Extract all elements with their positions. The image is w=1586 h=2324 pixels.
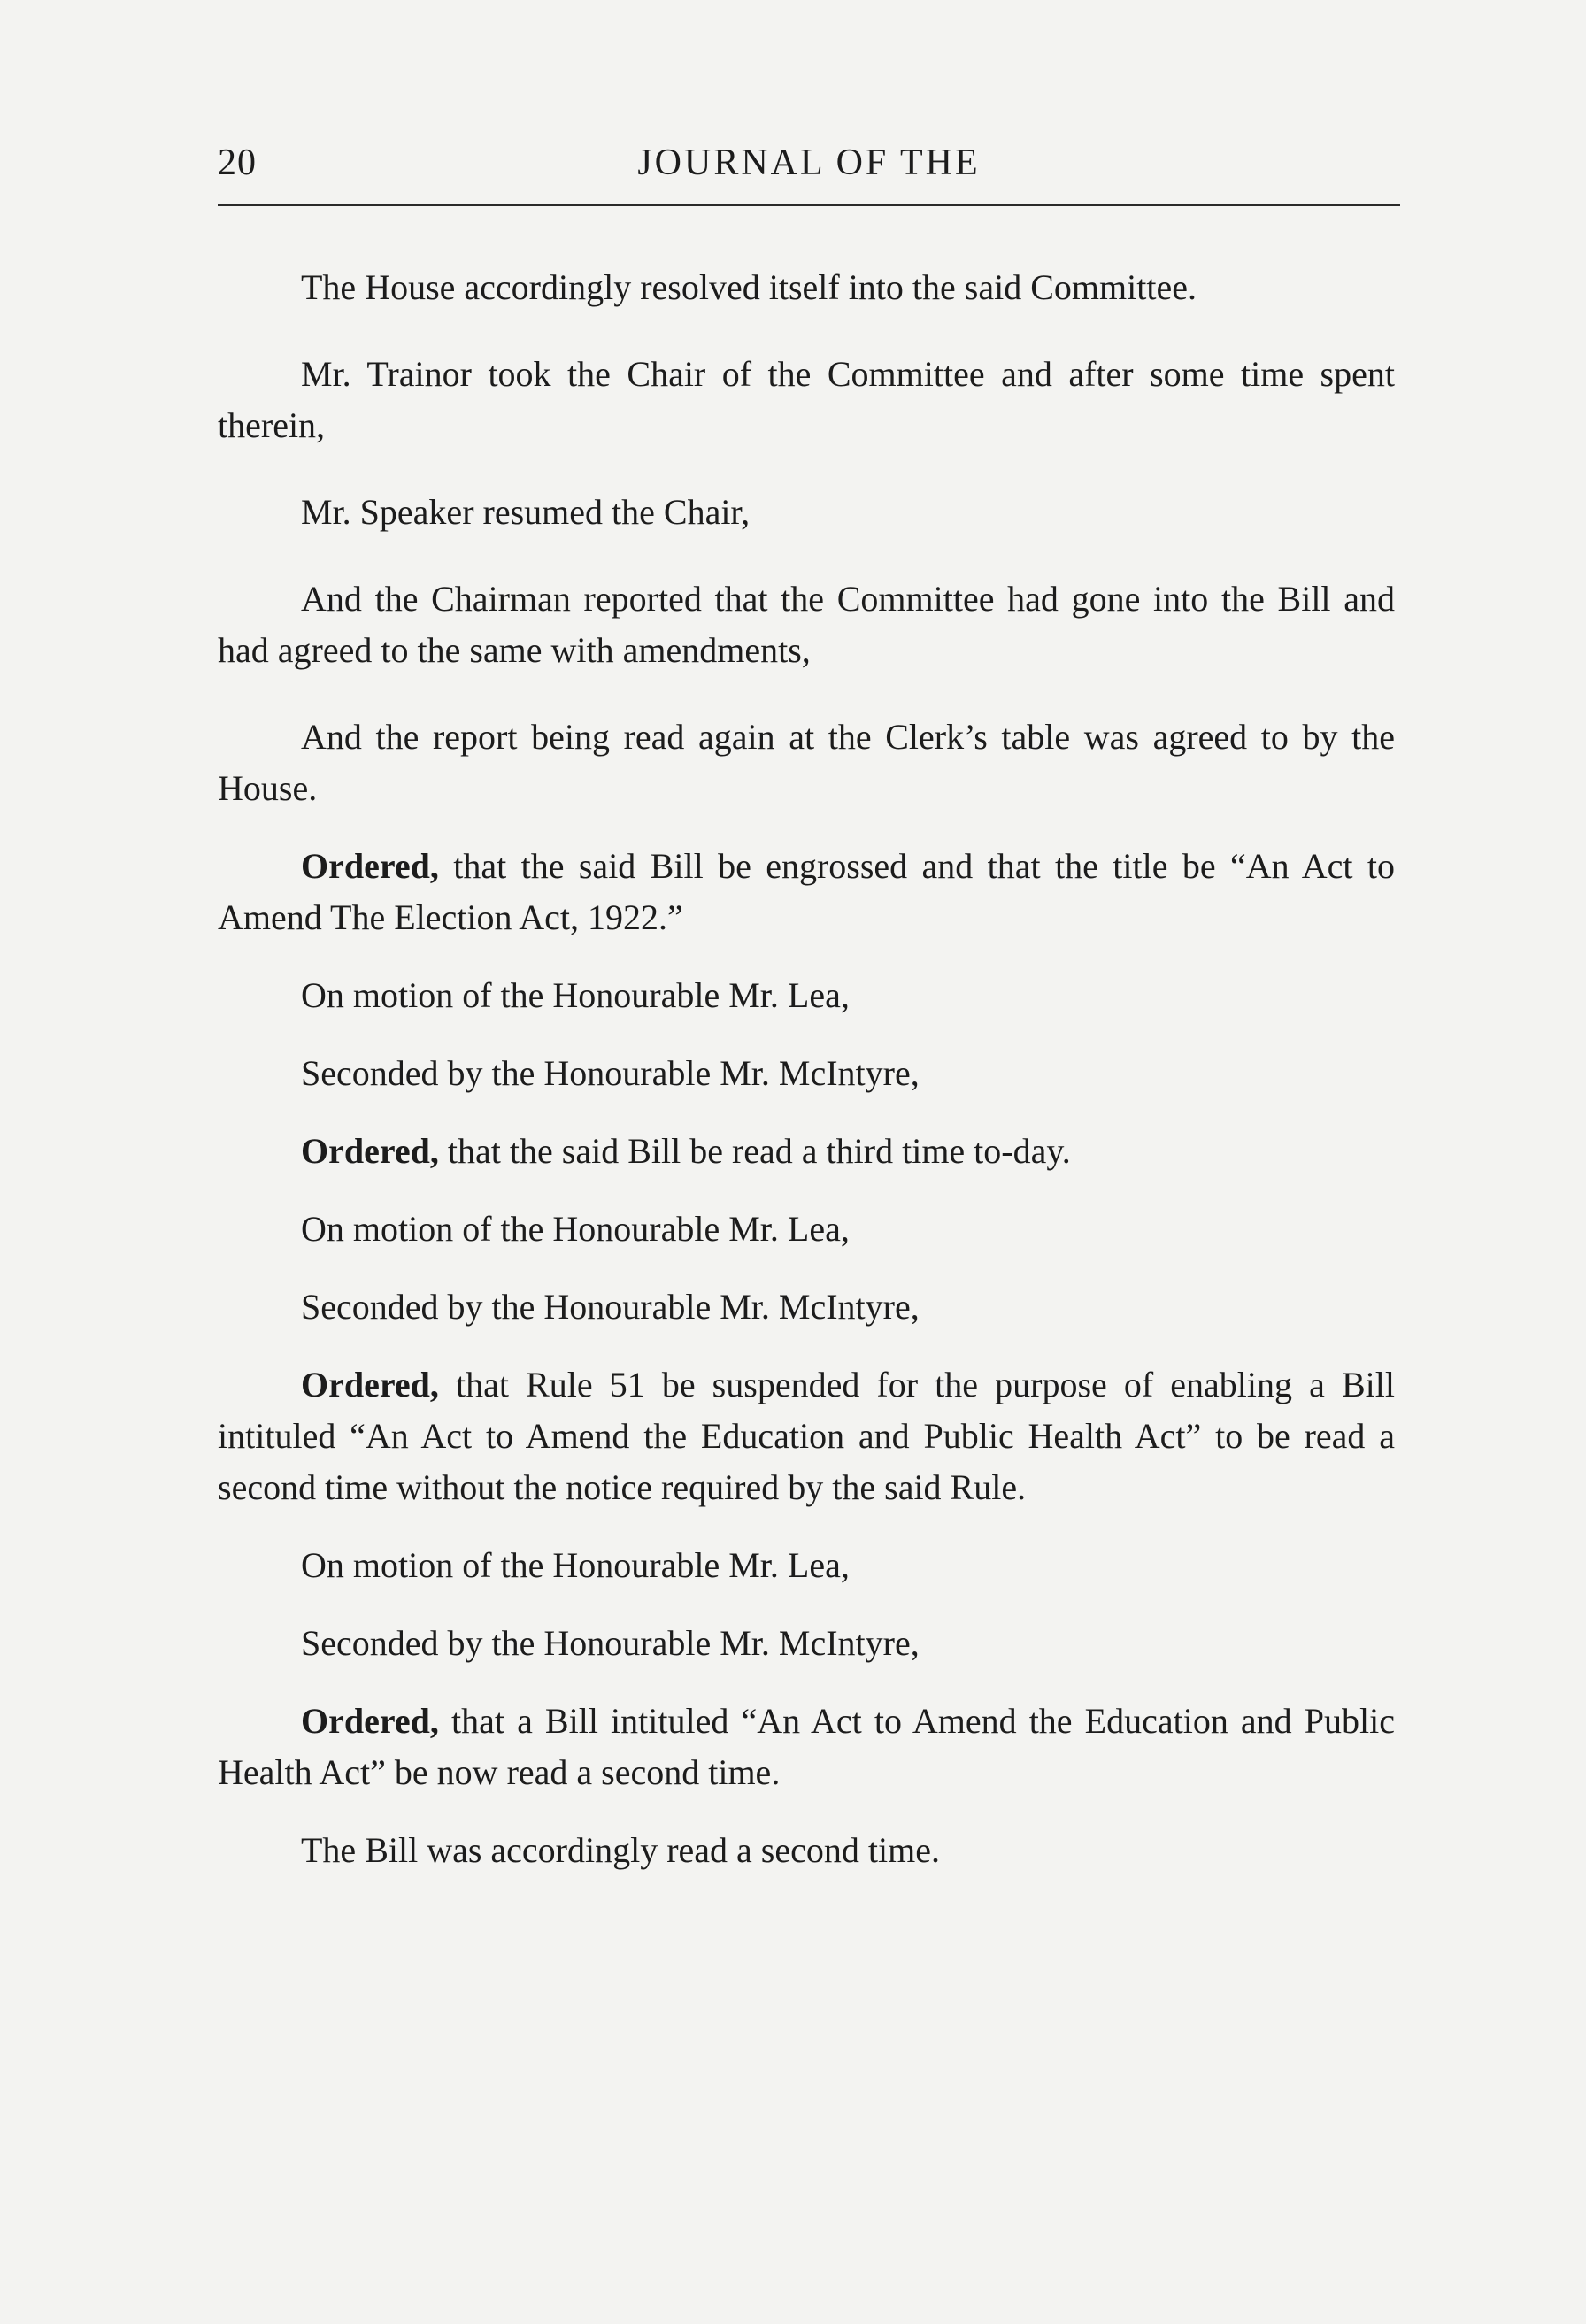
paragraph-text: that the said Bill be read a third time to-day.: [438, 1131, 1071, 1171]
paragraph: [218, 970, 1395, 1021]
paragraph: [218, 712, 1395, 814]
paragraph-text: And the Chairman reported that the Committee had gone into the Bill and had agreed to the same with amendments,: [218, 579, 1395, 670]
paragraph: [218, 1204, 1395, 1255]
paragraph-text: that Rule 51 be suspended for the purpose of enabling a Bill intituled “An Act to Amend the Education and Public Health Act” to be read a second time without the notice required by the said Rule.: [218, 1365, 1395, 1507]
paragraph: [218, 1048, 1395, 1099]
paragraph-text: The House accordingly resolved itself into the said Committee.: [301, 267, 1197, 307]
paragraph: [218, 1825, 1395, 1876]
paragraph-text: that the said Bill be engrossed and that the title be “An Act to Amend The Election Act, 1922.”: [218, 846, 1395, 937]
paragraph-text: Seconded by the Honourable Mr. McIntyre,: [301, 1287, 920, 1327]
paragraph-text: The Bill was accordingly read a second time.: [301, 1830, 940, 1870]
paragraph-lead: Ordered,: [301, 1701, 439, 1741]
paragraph: [218, 262, 1395, 313]
paragraph: [218, 1540, 1395, 1591]
paragraph: [218, 1359, 1395, 1513]
paragraph: [218, 349, 1395, 451]
header-rule: [218, 204, 1400, 206]
journal-body: [218, 262, 1395, 1876]
paragraph: [218, 1618, 1395, 1669]
paragraph-text: On motion of the Honourable Mr. Lea,: [301, 1545, 850, 1585]
paragraph-lead: Ordered,: [301, 1131, 439, 1171]
paragraph-lead: Ordered,: [301, 846, 439, 886]
paragraph: [218, 1281, 1395, 1333]
paragraph-text: Mr. Trainor took the Chair of the Committee and after some time spent therein,: [218, 354, 1395, 445]
paragraph-text: And the report being read again at the Clerk’s table was agreed to by the House.: [218, 717, 1395, 808]
page-header: [218, 142, 1400, 191]
paragraph: [218, 841, 1395, 943]
page-number: 20: [218, 142, 257, 183]
paragraph-text: Seconded by the Honourable Mr. McIntyre,: [301, 1623, 920, 1663]
running-head: JOURNAL OF THE: [637, 142, 981, 183]
paragraph: [218, 1696, 1395, 1798]
paragraph-text: Seconded by the Honourable Mr. McIntyre,: [301, 1053, 920, 1093]
paragraph-lead: Ordered,: [301, 1365, 439, 1404]
paragraph: [218, 573, 1395, 676]
paragraph-text: Mr. Speaker resumed the Chair,: [301, 492, 751, 532]
paragraph-text: On motion of the Honourable Mr. Lea,: [301, 1209, 850, 1249]
paragraph: [218, 1126, 1395, 1177]
paragraph: [218, 487, 1395, 538]
paragraph-text: On motion of the Honourable Mr. Lea,: [301, 975, 850, 1015]
paragraph-text: that a Bill intituled “An Act to Amend the Education and Public Health Act” be now read a second time.: [218, 1701, 1395, 1792]
